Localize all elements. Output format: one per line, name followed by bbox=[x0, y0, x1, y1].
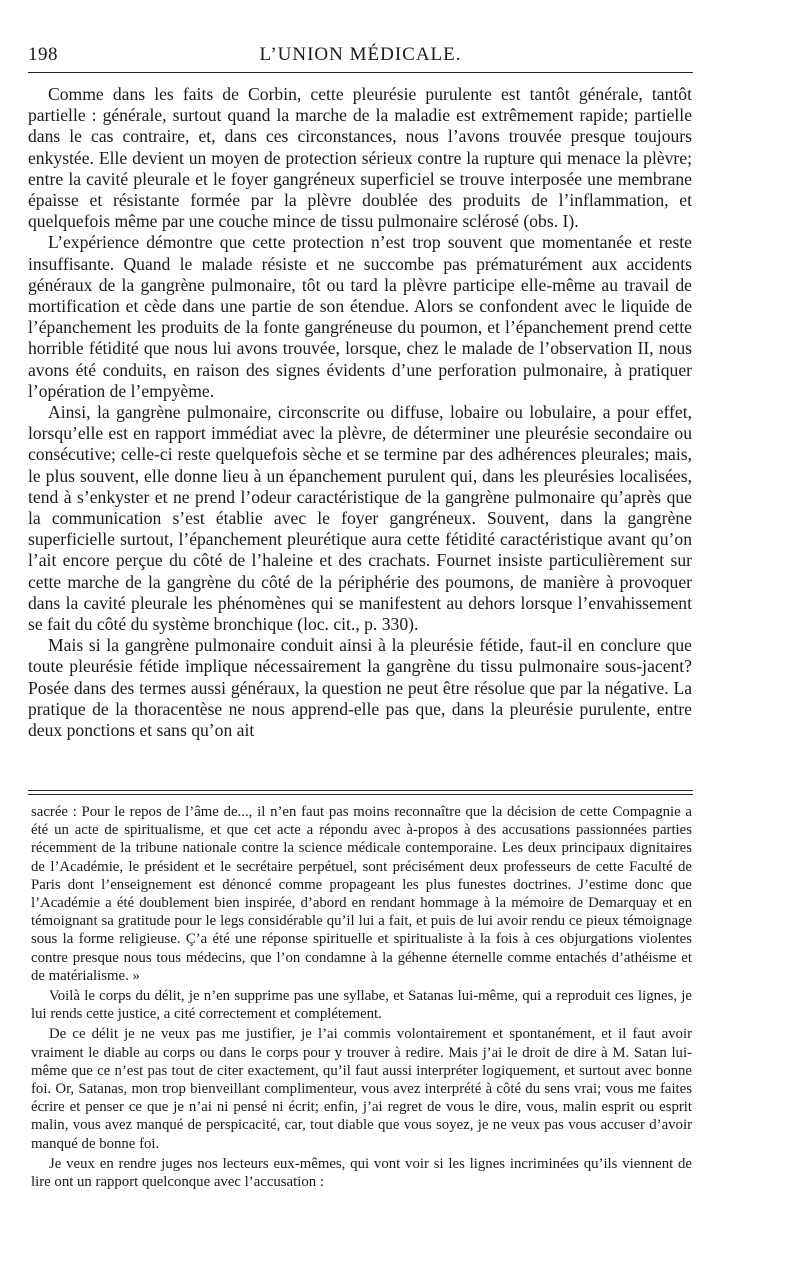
feuilleton-paragraph: Je veux en rendre juges nos lecteurs eux-mêmes, qui vont voir si les lignes incriminées qu’ils viennent de lire ont un rapport quelconque avec l’accusation : bbox=[31, 1155, 692, 1191]
body-paragraph: Ainsi, la gangrène pulmonaire, circonscrite ou diffuse, lobaire ou lobulaire, a pour effet, lorsqu’elle est en rapport immédiat avec la plèvre, de déterminer une pleurésie secondaire ou consécutive; celle-ci reste quelquefois sèche et se termine par des adhérences pleurales; mais, le plus souvent, elle donne lieu à un épanchement purulent qui, dans les pleurésies localisées, tend à s’enkyster et ne prend l’odeur caractéristique de la gangrène pulmonaire qu’après que la communication s’est établie avec le foyer gangréneux. Souvent, dans la gangrène superficielle surtout, l’épanchement pleurétique aura cette fétidité caractéristique avant qu’on l’ait encore perçue du côté de l’haleine et des crachats. Fournet insiste particulièrement sur cette marche de la gangrène du côté de la périphérie des poumons, de manière à provoquer dans la cavité pleurale les phénomènes qui se manifestent au dehors lorsque l’envahissement se fait du côté du système bronchique (loc. cit., p. 330). bbox=[28, 402, 692, 635]
main-text bbox=[28, 84, 692, 741]
feuilleton-paragraph: sacrée : Pour le repos de l’âme de..., il n’en faut pas moins reconnaître que la décision de cette Compagnie a été un acte de spiritualisme, et que cet acte a répondu avec à-propos à des accusations passionnées parties récemment de la tribune nationale contre la science médicale contemporaine. Les deux principaux dignitaires de l’Académie, le président et le secrétaire perpétuel, sont précisément deux professeurs de cette Faculté de Paris dont l’enseignement est dénoncé comme propageant les plus funestes doctrines. J’estime donc que l’Académie a été doublement bien inspirée, d’abord en rendant hommage à la mémoire de Demarquay et en témoignant sa gratitude pour le legs considérable qu’il lui a fait, et puis de lui avoir rendu ce pieux témoignage sous la forme religieuse. Ç’a été une réponse spirituelle et spiritualiste à la fois à ces objurgations violentes contre presque nous tous médecins, que l’on condamne à la géhenne éternelle comme entachés d’athéisme et de matérialisme. » bbox=[31, 804, 692, 984]
page-number: 198 bbox=[28, 44, 58, 65]
body-paragraph: Comme dans les faits de Corbin, cette pleurésie purulente est tantôt générale, tantôt partielle : générale, surtout quand la marche de la maladie est extrêmement rapide; partielle dans le cas contraire, et, dans ces circonstances, nous l’avons trouvée presque toujours enkystée. Elle devient un moyen de protection sérieux contre la rupture qui menace la plèvre; entre la cavité pleurale et le foyer gangréneux superficiel se trouve interposée une membrane épaisse et résistante formée par la plèvre doublée des produits de l’inflammation, et quelquefois même par une couche mince de tissu pulmonaire sclérosé (obs. I). bbox=[28, 84, 692, 232]
feuilleton-paragraph: Voilà le corps du délit, je n’en supprime pas une syllabe, et Satanas lui-même, qui a reproduit ces lignes, je lui rends cette justice, a cité correctement et complétement. bbox=[31, 988, 692, 1023]
body-paragraph: Mais si la gangrène pulmonaire conduit ainsi à la pleurésie fétide, faut-il en conclure que toute pleurésie fétide implique nécessairement la gangrène du tissu pulmonaire sous-jacent? Posée dans des termes aussi généraux, la question ne peut être résolue que par la négative. La pratique de la thoracentèse ne nous apprend-elle pas que, dans la pleurésie purulente, entre deux ponctions et sans qu’on ait bbox=[28, 635, 692, 741]
header-rule bbox=[28, 72, 693, 73]
feuilleton-text bbox=[31, 803, 692, 1191]
footnote-separator bbox=[28, 790, 693, 795]
page-header bbox=[28, 44, 693, 68]
feuilleton-paragraph: De ce délit je ne veux pas me justifier, je l’ai commis volontairement et spontanément, et il faut avoir vraiment le diable au corps ou dans le corps pour y trouver à redire. Mais j’ai le droit de dire à M. Satan lui-même que ce n’est pas tout de citer exactement, qu’il faut aussi interpréter logiquement, et surtout avec bonne foi. Or, Satanas, mon trop bienveillant complimenteur, vous avez interprété à côté du sens vrai; vous me faites écrire et penser ce que je n’ai ni pensé ni écrit; enfin, j’ai regret de vous le dire, vous, malin esprit ou esprit malin, vous avez manqué de perspicacité, car, tout diable que vous soyez, je ne veux pas vous accuser d’avoir manqué de bonne foi. bbox=[31, 1026, 692, 1152]
body-paragraph: L’expérience démontre que cette protection n’est trop souvent que momentanée et reste insuffisante. Quand le malade résiste et ne succombe pas prématurément aux accidents généraux de la gangrène pulmonaire, tôt ou tard la plèvre participe elle-même au travail de mortification et cède dans une partie de son étendue. Alors se confondent avec le liquide de l’épanchement les produits de la fonte gangréneuse du poumon, et l’épanchement prend cette horrible fétidité que nous lui avons trouvée, lorsque, chez le malade de l’observation II, nous avons été conduits, en raison des signes évidents d’une perforation pulmonaire, à pratiquer l’opération de l’empyème. bbox=[28, 232, 692, 401]
running-title: L’UNION MÉDICALE. bbox=[259, 44, 462, 65]
